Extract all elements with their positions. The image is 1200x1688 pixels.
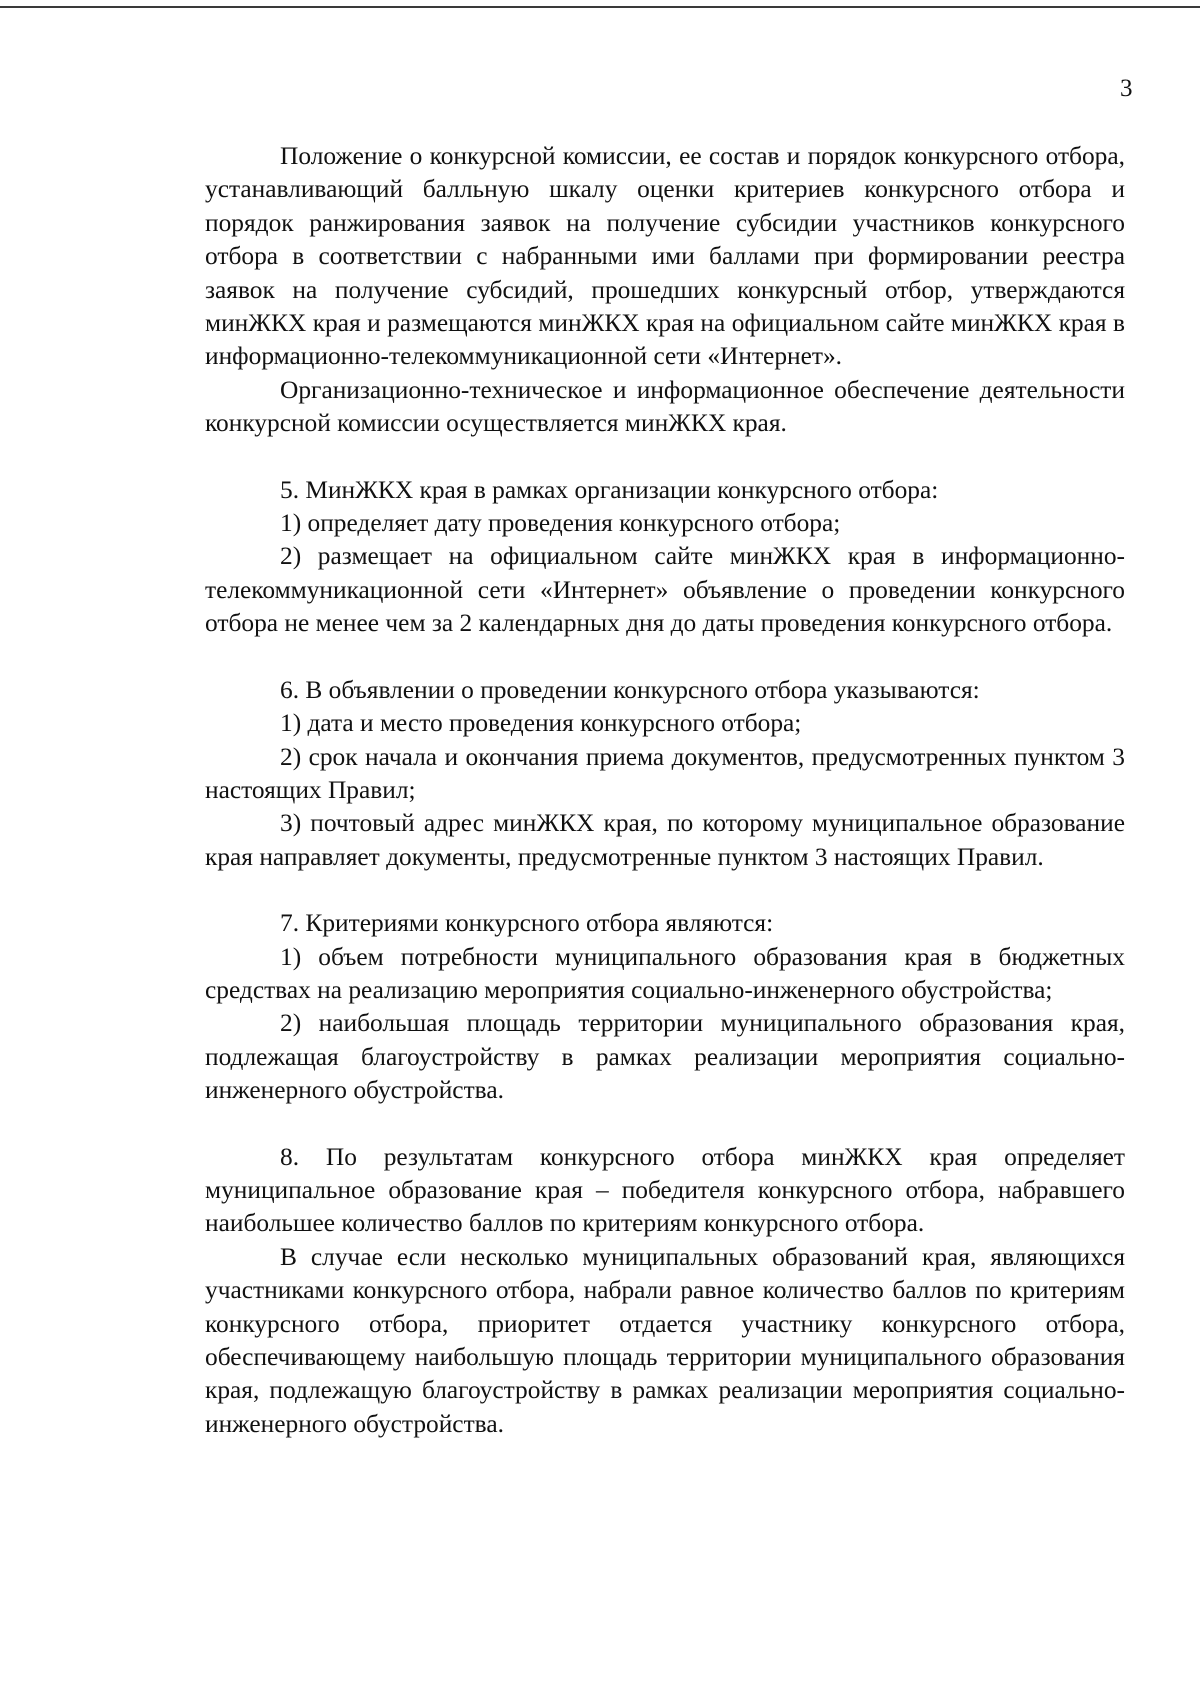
paragraph-item-6-2: 2) срок начала и окончания приема документов, предусмотренных пунктом 3 настоящих Правил; xyxy=(205,742,1125,804)
paragraph-item-7-2: 2) наибольшая площадь территории муниципального образования края, подлежащая благоустройству в рамках реализации мероприятия социально-инженерного обустройства. xyxy=(205,1009,1125,1105)
paragraph-item-8: 8. По результатам конкурсного отбора минЖКХ края определяет муниципальное образование края – победителя конкурсного отбора, набравшего наибольшее количество баллов по критериям конкурсного отбора. xyxy=(205,1142,1125,1238)
paragraph-item-6-1: 1) дата и место проведения конкурсного отбора; xyxy=(280,709,802,738)
paragraph-item-5-2: 2) размещает на официальном сайте минЖКХ края в информационно-телекоммуникационной сети «Интернет» объявление о проведении конкурсного отбора не менее чем за 2 календарных дня до даты проведения конкурсного отбора. xyxy=(205,542,1125,638)
paragraph-item-7-1: 1) объем потребности муниципального образования края в бюджетных средствах на реализацию мероприятия социально-инженерного обустройства; xyxy=(205,942,1125,1004)
top-border-line xyxy=(0,6,1200,8)
paragraph-item-6-3: 3) почтовый адрес минЖКХ края, по которому муниципальное образование края направляет документы, предусмотренные пунктом 3 настоящих Правил. xyxy=(205,809,1125,871)
paragraph-item-5: 5. МинЖКХ края в рамках организации конкурсного отбора: xyxy=(280,475,939,504)
paragraph-commission-regulation: Положение о конкурсной комиссии, ее состав и порядок конкурсного отбора, устанавливающий балльную шкалу оценки критериев конкурсного отбора и порядок ранжирования заявок на получение субсидии участников конкурсного отбора в соответствии с набранными ими баллами при формировании реестра заявок на получение субсидий, прошедших конкурсный отбор, утверждаются минЖКХ края и размещаются минЖКХ края на официальном сайте минЖКХ края в информационно-телекоммуникационной сети «Интернет». xyxy=(205,142,1125,371)
paragraph-item-8-tie-rule: В случае если несколько муниципальных образований края, являющихся участниками конкурсного отбора, набрали равное количество баллов по критериям конкурсного отбора, приоритет отдается участнику конкурсного отбора, обеспечивающему наибольшую площадь территории муниципального образования края, подлежащую благоустройству в рамках реализации мероприятия социально-инженерного обустройства. xyxy=(205,1242,1125,1438)
paragraph-commission-support: Организационно-техническое и информационное обеспечение деятельности конкурсной комиссии осуществляется минЖКХ края. xyxy=(205,375,1125,438)
document-body xyxy=(205,140,1125,1441)
paragraph-item-7: 7. Критериями конкурсного отбора являются: xyxy=(280,909,774,938)
page-number: 3 xyxy=(1120,75,1133,102)
paragraph-item-6: 6. В объявлении о проведении конкурсного отбора указываются: xyxy=(280,675,980,704)
paragraph-item-5-1: 1) определяет дату проведения конкурсного отбора; xyxy=(280,509,841,538)
